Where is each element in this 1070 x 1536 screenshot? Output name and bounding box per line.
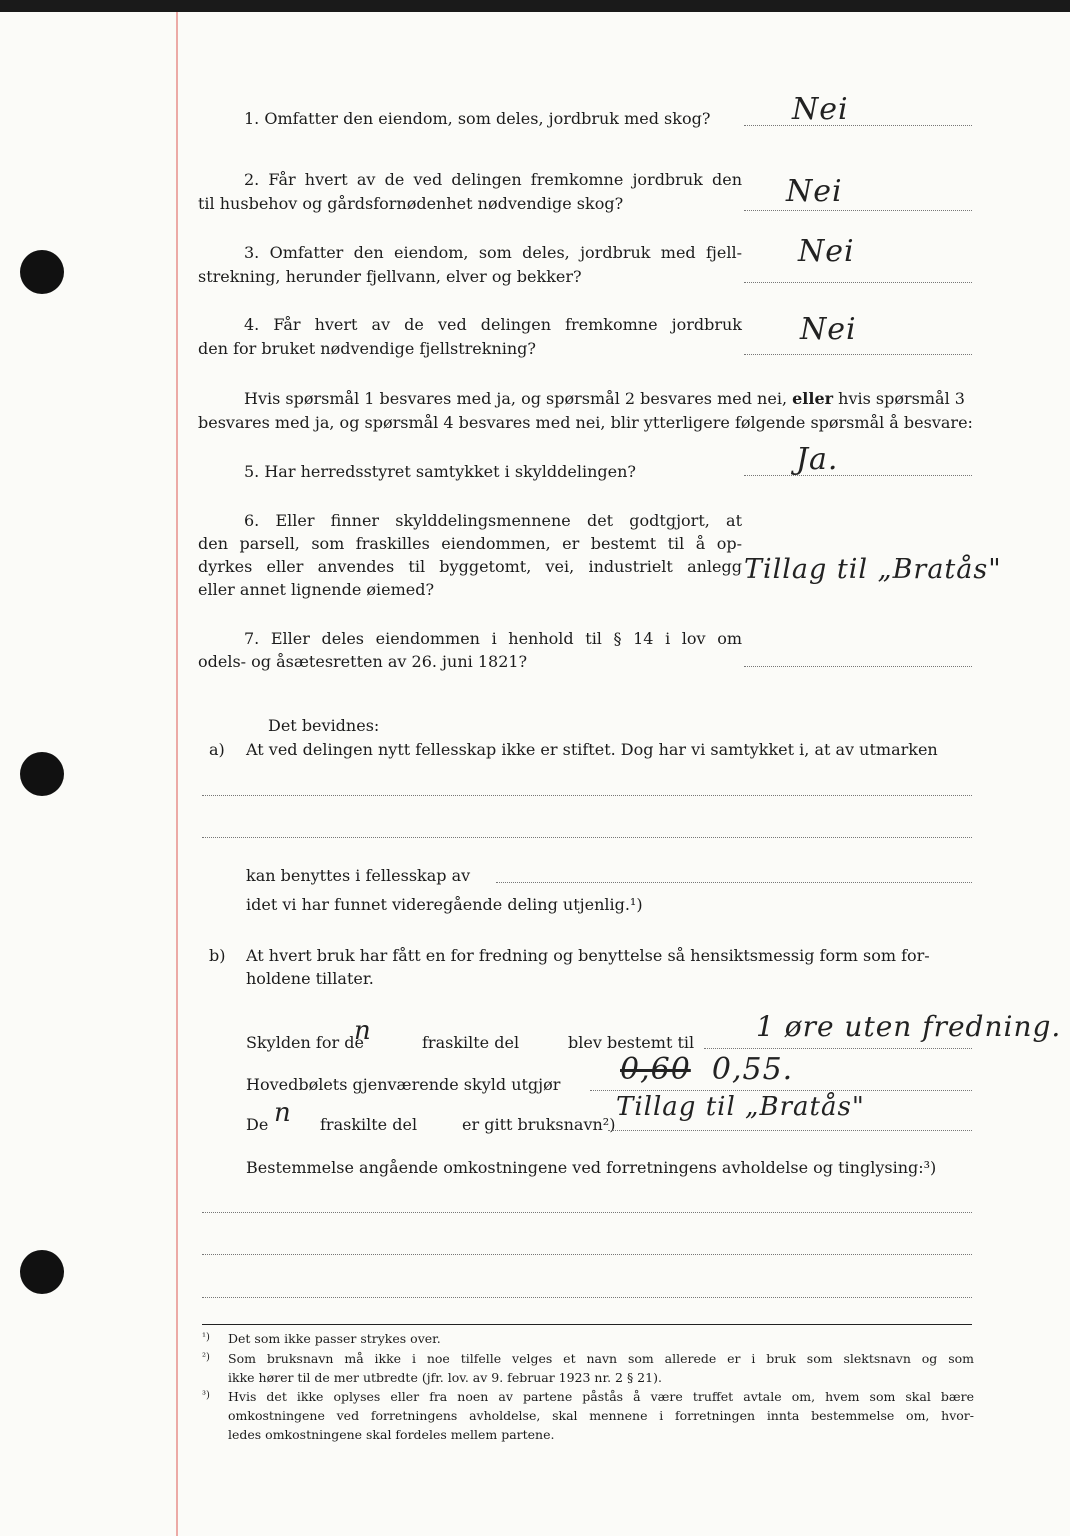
footnote-2-line-2: ikke hører til de mer utbredte (jfr. lov. av 9. februar 1923 nr. 2 § 21). (228, 1370, 662, 1385)
question-5: 5. Har herredsstyret samtykket i skylddelingen? (244, 462, 636, 481)
footnote-3-line-3: ledes omkostningene skal fordeles mellem partene. (228, 1427, 555, 1442)
finding-a-label: a) (209, 740, 225, 759)
answer-5: Ja. (796, 442, 839, 477)
answer-line-7 (744, 666, 972, 667)
question-2-line-1: 2. Får hvert av de ved delingen fremkomne jordbruk den (244, 170, 742, 189)
margin-line (176, 12, 178, 1536)
name-label-2: fraskilte del (320, 1115, 418, 1134)
question-3-line-2: strekning, herunder fjellvann, elver og bekker? (198, 267, 582, 286)
answer-line-4 (744, 354, 972, 355)
blank-line (202, 837, 972, 838)
finding-b-label: b) (209, 946, 226, 965)
question-6-line-1: 6. Eller finner skylddelingsmennene det godtgjort, at (244, 511, 742, 530)
form-page (0, 12, 1070, 1536)
name-line (608, 1130, 972, 1131)
tax-label-2: fraskilte del (422, 1033, 520, 1052)
finding-a-text: At ved delingen nytt fellesskap ikke er stiftet. Dog har vi samtykket i, at av utmarken (246, 740, 938, 759)
question-4-line-2: den for bruket nødvendige fjellstrekning? (198, 339, 536, 358)
question-7-line-1: 7. Eller deles eiendommen i henhold til § 14 i lov om (244, 629, 742, 648)
answer-3: Nei (798, 234, 855, 269)
answer-1: Nei (792, 92, 849, 127)
footnote-rule (202, 1324, 972, 1325)
blank-line (202, 1297, 972, 1298)
blank-line (202, 795, 972, 796)
blank-line (202, 1212, 972, 1213)
remaining-line (590, 1090, 972, 1091)
question-3-line-1: 3. Omfatter den eiendom, som deles, jordbruk med fjell- (244, 243, 742, 262)
name-hand-n: n (274, 1098, 292, 1128)
finding-b-line-2: holdene tillater. (246, 969, 374, 988)
tax-line (704, 1048, 972, 1049)
question-6-line-2: den parsell, som fraskilles eiendommen, er bestemt til å op- (198, 534, 742, 553)
name-label-3: er gitt bruksnavn²) (462, 1115, 616, 1134)
remaining-struck: 0,60 (620, 1052, 691, 1087)
footnote-1-mark: ¹) (202, 1332, 210, 1343)
punch-hole (20, 752, 64, 796)
footnote-3-line-2: omkostningene ved forretningens avholdelse, skal mennene i forretningen innta bestemmelse om, hvor- (228, 1408, 974, 1423)
question-1: 1. Omfatter den eiendom, som deles, jordbruk med skog? (244, 109, 711, 128)
costs-label: Bestemmelse angående omkostningene ved forretningens avholdelse og tinglysing:³) (246, 1158, 937, 1177)
finding-b-line-1: At hvert bruk har fått en for fredning og benyttelse så hensiktsmessig form som for- (246, 946, 930, 965)
shared-use-line (496, 882, 972, 883)
question-4-line-1: 4. Får hvert av de ved delingen fremkomne jordbruk (244, 315, 742, 334)
name-label-1: De (246, 1115, 269, 1134)
punch-hole (20, 1250, 64, 1294)
tax-label-3: blev bestemt til (568, 1033, 695, 1052)
remaining-value (620, 1052, 793, 1087)
question-6-line-4: eller annet lignende øiemed? (198, 580, 435, 599)
answer-line-1 (744, 125, 972, 126)
answer-6: Tillag til „Bratås" (744, 554, 1002, 585)
answer-line-2 (744, 210, 972, 211)
findings-heading: Det bevidnes: (268, 716, 380, 735)
footnote-3-line-1: Hvis det ikke oplyses eller fra noen av partene påstås å være truffet avtale om, hvem som skal bære (228, 1389, 974, 1404)
footnote-1-line-1: Det som ikke passer strykes over. (228, 1331, 441, 1346)
tax-label-1: Skylden for de (246, 1033, 364, 1052)
question-6-line-3: dyrkes eller anvendes til byggetomt, vei, industrielt anlegg (198, 557, 742, 576)
tax-value: 1 øre uten fredning. (756, 1010, 1062, 1043)
remaining-label: Hovedbølets gjenværende skyld utgjør (246, 1075, 561, 1094)
blank-line (202, 1254, 972, 1255)
question-2-line-2: til husbehov og gårdsfornødenhet nødvendige skog? (198, 194, 624, 213)
footnote-2-line-1: Som bruksnavn må ikke i noe tilfelle velges et navn som allerede er i bruk som slektsnavn og som (228, 1351, 974, 1366)
question-7-line-2: odels- og åsætesretten av 26. juni 1821? (198, 652, 528, 671)
reason-text: idet vi har funnet videregående deling utjenlig.¹) (246, 895, 643, 914)
answer-line-3 (744, 282, 972, 283)
punch-hole (20, 250, 64, 294)
answer-4: Nei (800, 312, 857, 347)
answer-line-5 (744, 475, 972, 476)
tax-hand-n: n (354, 1016, 372, 1046)
answer-2: Nei (786, 174, 843, 209)
name-value: Tillag til „Bratås" (616, 1092, 865, 1122)
footnote-2-mark: ²) (202, 1352, 210, 1363)
footnote-3-mark: ³) (202, 1390, 210, 1401)
conditional-line-2: besvares med ja, og spørsmål 4 besvares med nei, blir ytterligere følgende spørsmål å besvare: (198, 413, 973, 432)
conditional-line-1: Hvis spørsmål 1 besvares med ja, og spørsmål 2 besvares med nei, eller hvis spørsmål 3 (244, 389, 965, 408)
shared-use-label: kan benyttes i fellesskap av (246, 866, 471, 885)
remaining-new: 0,55. (711, 1052, 794, 1087)
